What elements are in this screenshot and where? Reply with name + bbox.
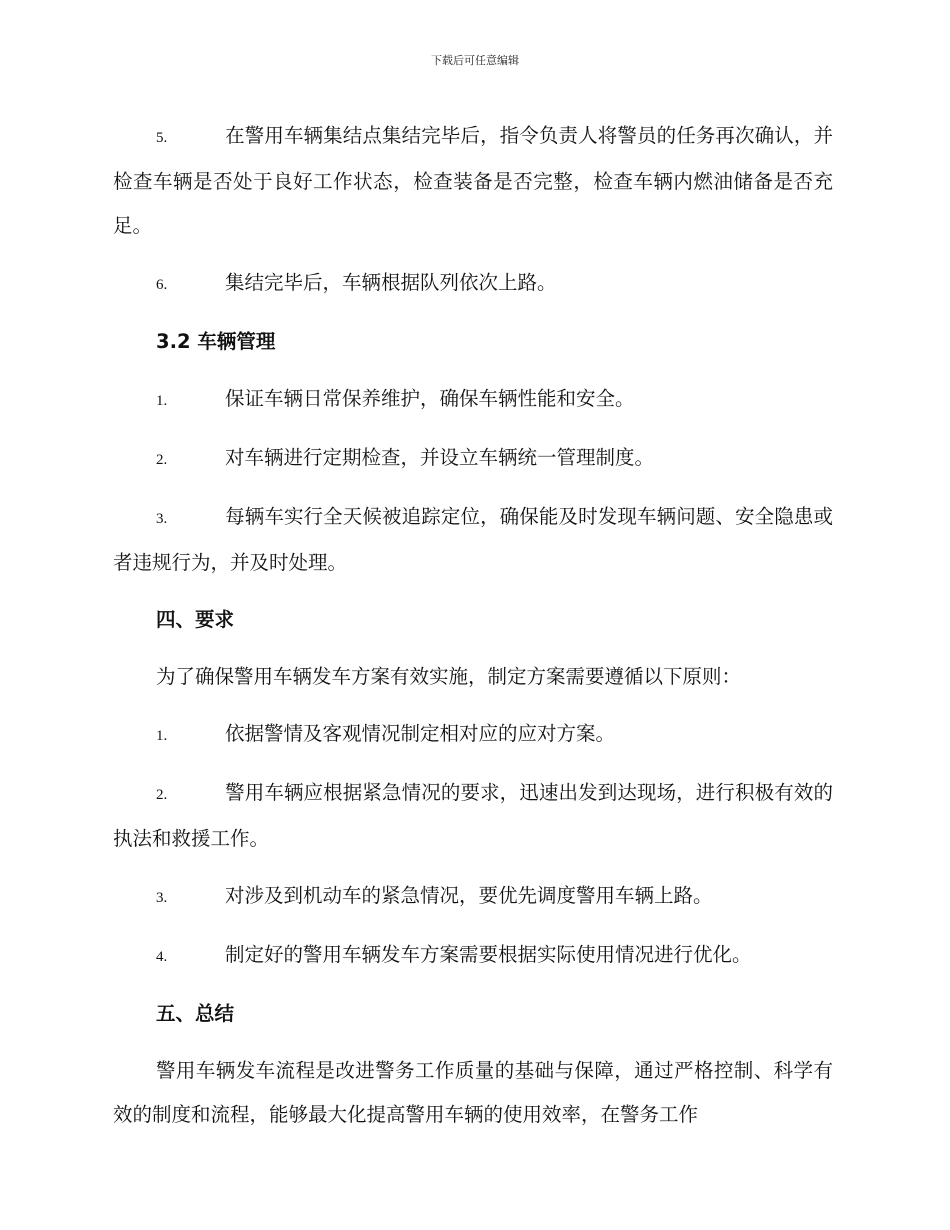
list-item-text: 对涉及到机动车的紧急情况，要优先调度警用车辆上路。 (225, 884, 713, 907)
list-item-number: 2. (156, 452, 168, 468)
list-item (113, 436, 833, 482)
list-item (113, 114, 833, 248)
list-item-number: 3. (156, 890, 168, 906)
section-heading-summary: 五、总结 (156, 1002, 235, 1025)
list-item-number: 6. (156, 277, 168, 293)
list-item (113, 377, 833, 423)
list-item-number: 1. (156, 393, 168, 409)
list-item-number: 2. (156, 787, 168, 803)
list-item (113, 495, 833, 585)
list-item-number: 1. (156, 728, 168, 744)
list-item (113, 712, 833, 758)
list-item-text: 警用车辆应根据紧急情况的要求，迅速出发到达现场，进行积极有效的执法和救援工作。 (113, 781, 833, 850)
requirements-intro: 为了确保警用车辆发车方案有效实施，制定方案需要遵循以下原则： (156, 665, 742, 688)
list-item-number: 4. (156, 949, 168, 965)
list-item-text: 对车辆进行定期检查，并设立车辆统一管理制度。 (225, 446, 655, 469)
list-item-text: 制定好的警用车辆发车方案需要根据实际使用情况进行优化。 (225, 943, 752, 966)
section-heading-vehicle-management: 3.2 车辆管理 (156, 330, 276, 353)
list-item-text: 在警用车辆集结点集结完毕后，指令负责人将警员的任务再次确认，并检查车辆是否处于良好工作状态，检查装备是否完整，检查车辆内燃油储备是否充足。 (113, 124, 833, 237)
summary-paragraph: 警用车辆发车流程是改进警务工作质量的基础与保障，通过严格控制、科学有效的制度和流程，能够最大化提高警用车辆的使用效率，在警务工作 (113, 1059, 833, 1126)
list-item-text: 保证车辆日常保养维护，确保车辆性能和安全。 (225, 387, 635, 410)
section-heading-requirements: 四、要求 (156, 608, 235, 631)
list-item (113, 261, 833, 307)
list-item (113, 771, 833, 861)
list-item (113, 933, 833, 979)
list-item-text: 集结完毕后，车辆根据队列依次上路。 (225, 271, 557, 294)
list-item-text: 每辆车实行全天候被追踪定位，确保能及时发现车辆问题、安全隐患或者违规行为，并及时处理。 (113, 505, 833, 574)
list-item-number: 3. (156, 511, 168, 527)
document-body (113, 114, 833, 1150)
list-item-number: 5. (156, 130, 168, 146)
page-header: 下载后可任意编辑 (431, 54, 519, 67)
list-item-text: 依据警情及客观情况制定相对应的应对方案。 (225, 722, 616, 745)
list-item (113, 874, 833, 920)
